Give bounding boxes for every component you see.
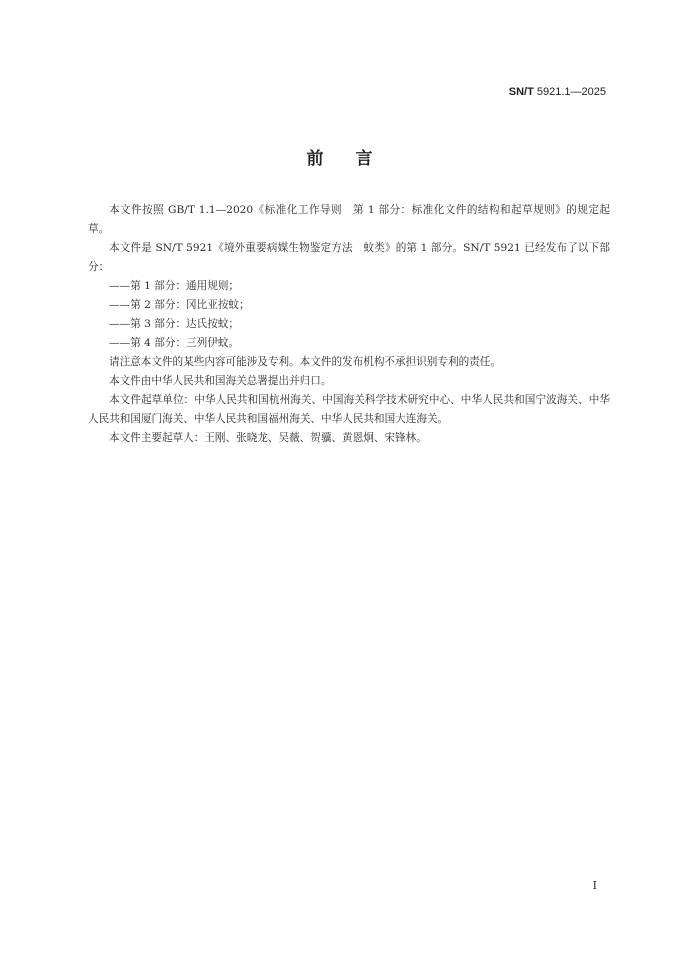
list-item-part-2: ——第 2 部分：冈比亚按蚊； [109,299,250,311]
paragraph-patent-notice: 请注意本文件的某些内容可能涉及专利。本文件的发布机构不承担识别专利的责任。 [109,356,501,368]
list-item-part-3: ——第 3 部分：达氏按蚊； [109,318,240,330]
paragraph-proposer: 本文件由中华人民共和国海关总署提出并归口。 [109,375,332,387]
document-code-number: 5921.1—2025 [533,86,606,98]
page-title [0,144,681,169]
paragraph-drafting-units: 本文件起草单位：中华人民共和国杭州海关、中国海关科学技术研究中心、中华人民共和国宁波海关、中华人民共和国厦门海关、中华人民共和国福州海关、中华人民共和国大连海关。 [88,394,610,425]
paragraph-drafters: 本文件主要起草人：王刚、张晓龙、吴薇、贺骥、黄恩炯、宋锋林。 [109,432,427,444]
document-code [509,86,606,98]
document-code-prefix: SN/T [508,86,534,98]
list-item-part-4: ——第 4 部分：三列伊蚊。 [109,337,240,349]
list-item-part-1: ——第 1 部分：通用规则； [109,280,240,292]
page-title-part2: 言 [355,149,375,169]
paragraph-drafting-basis: 本文件按照 GB/T 1.1—2020《标准化工作导则 第 1 部分：标准化文件的结构和起草规则》的规定起草。 [88,204,610,235]
paragraph-series-intro: 本文件是 SN/T 5921《境外重要病媒生物鉴定方法 蚊类》的第 1 部分。SN/T 5921 已经发布了以下部分： [88,242,610,273]
page-title-part1: 前 [306,149,326,169]
foreword-body [88,201,610,448]
page-number: I [592,879,597,892]
